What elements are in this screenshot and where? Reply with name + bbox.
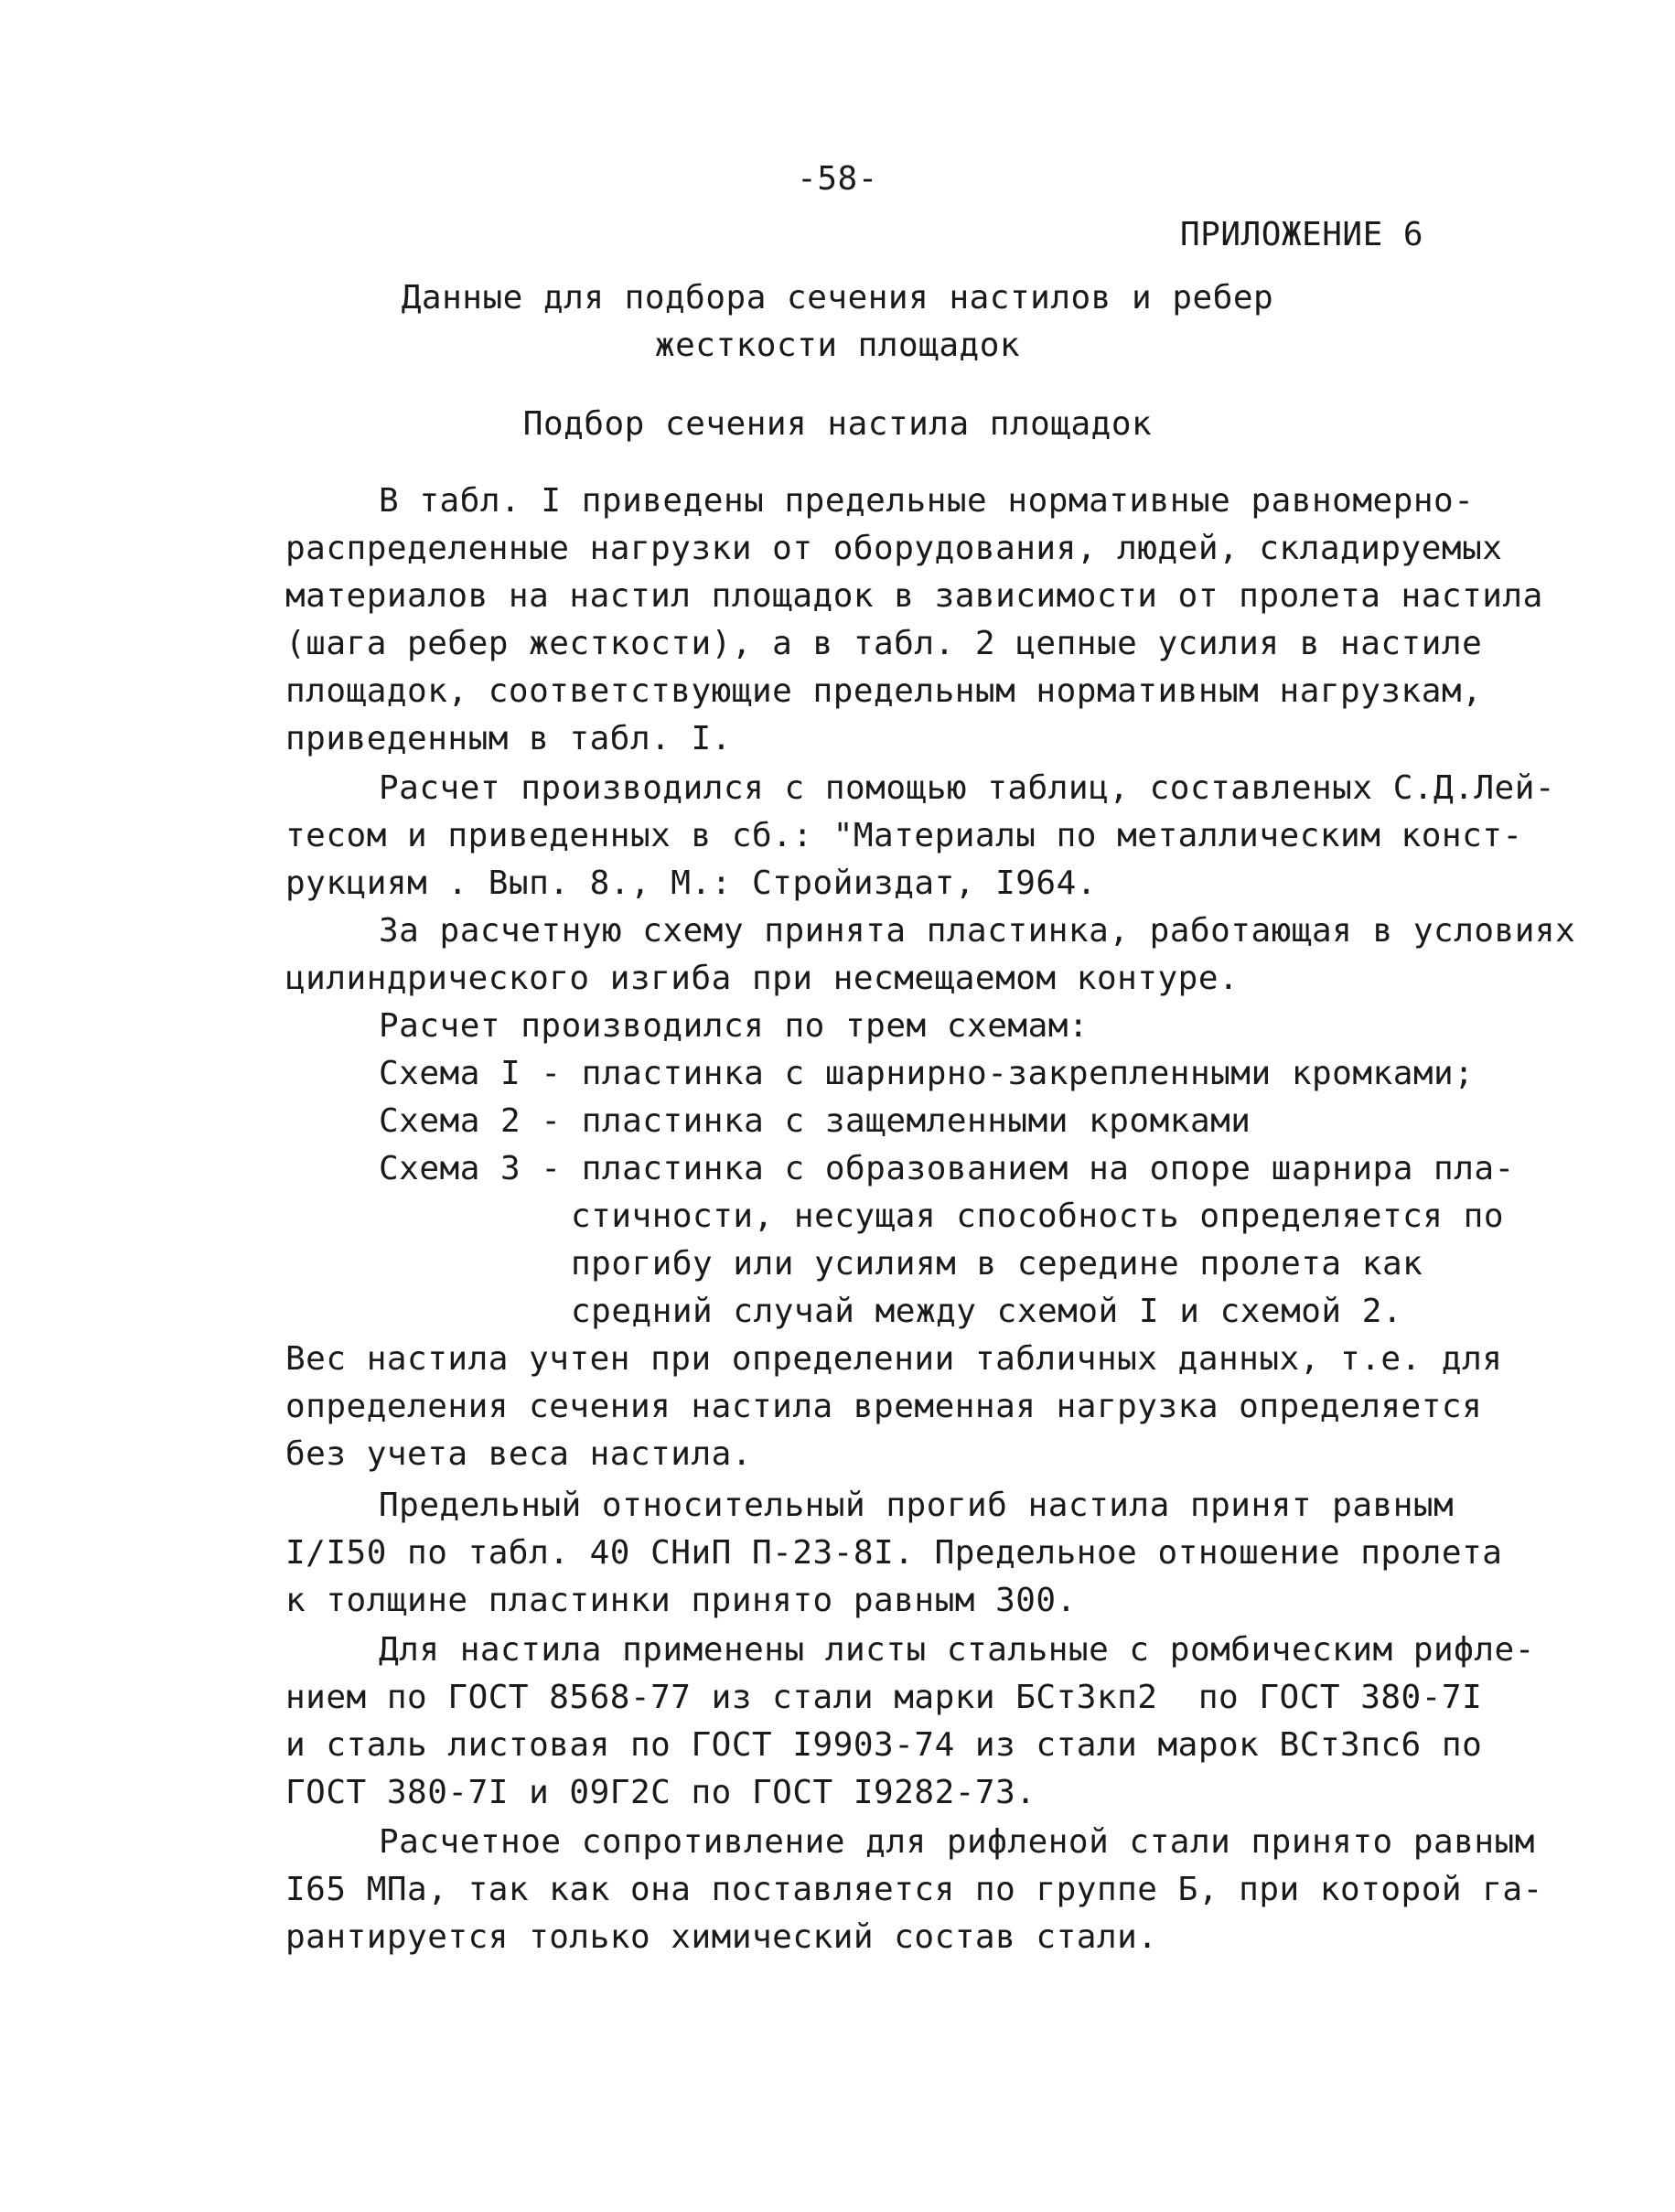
paragraph-line: ГОСТ 380-7I и 09Г2С по ГОСТ I9282-73. [285,1774,1036,1811]
appendix-label: ПРИЛОЖЕНИЕ 6 [1180,216,1424,253]
paragraph-line: площадок, соответствующие предельным нормативным нагрузкам, [285,672,1483,710]
paragraph-line: приведенным в табл. I. [285,720,732,757]
paragraph-line: без учета веса настила. [285,1435,752,1473]
paragraph-line: Расчет производился с помощью таблиц, составленых С.Д.Лей- [379,769,1556,807]
paragraph-line: распределенные нагрузки от оборудования, людей, складируемых [285,530,1503,567]
paragraph-line: Расчет производился по трем схемам: [379,1007,1090,1045]
scheme-3-continuation: средний случай между схемой I и схемой 2. [571,1293,1403,1330]
paragraph-line: В табл. I приведены предельные нормативные равномерно- [379,482,1475,520]
paragraph-line: Для настила применены листы стальные с ромбическим рифле- [379,1631,1535,1669]
paragraph-line: Предельный относительный прогиб настила принят равным [379,1487,1455,1524]
title-line-2: жесткости площадок [654,327,1021,364]
paragraph-line: рукциям . Вып. 8., М.: Стройиздат, I964. [285,864,1097,902]
paragraph-line: материалов на настил площадок в зависимости от пролета настила [285,577,1543,615]
scheme-3-continuation: стичности, несущая способность определяется по [571,1197,1504,1235]
paragraph-line: I65 МПа, так как она поставляется по группе Б, при которой га- [285,1871,1543,1908]
paragraph-line: к толщине пластинки принято равным 300. [285,1582,1077,1619]
paragraph-line: цилиндрического изгиба при несмещаемом контуре. [285,960,1240,997]
paragraph-line: рантируется только химический состав стали. [285,1918,1158,1956]
scheme-1-line: Схема I - пластинка с шарнирно-закрепленными кромками; [379,1055,1475,1092]
paragraph-line: Вес настила учтен при определении табличных данных, т.е. для [285,1340,1503,1378]
paragraph-line: За расчетную схему принята пластинка, работающая в условиях [379,912,1576,950]
paragraph-line: и сталь листовая по ГОСТ I9903-74 из стали марок ВСт3пс6 по [285,1726,1483,1764]
paragraph-line: I/I50 по табл. 40 СНиП П-23-8I. Предельное отношение пролета [285,1534,1503,1572]
scheme-2-line: Схема 2 - пластинка с защемленными кромками [379,1102,1251,1140]
paragraph-line: нием по ГОСТ 8568-77 из стали марки БСт3кп2 по ГОСТ 380-7I [285,1679,1483,1716]
page-number: -58- [797,160,878,198]
paragraph-line: Расчетное сопротивление для рифленой стали принято равным [379,1823,1535,1861]
section-subtitle: Подбор сечения настила площадок [522,405,1153,443]
scheme-3-continuation: прогибу или усилиям в середине пролета как [571,1245,1423,1283]
paragraph-line: тесом и приведенных в сб.: "Материалы по металлическим конст- [285,817,1523,854]
paragraph-line: определения сечения настила временная нагрузка определяется [285,1388,1483,1425]
title-line-1: Данные для подбора сечения настилов и ребер [401,279,1274,317]
paragraph-line: (шага ребер жесткости), а в табл. 2 цепные усилия в настиле [285,625,1483,662]
scheme-3-line: Схема 3 - пластинка с образованием на опоре шарнира пла- [379,1150,1515,1187]
